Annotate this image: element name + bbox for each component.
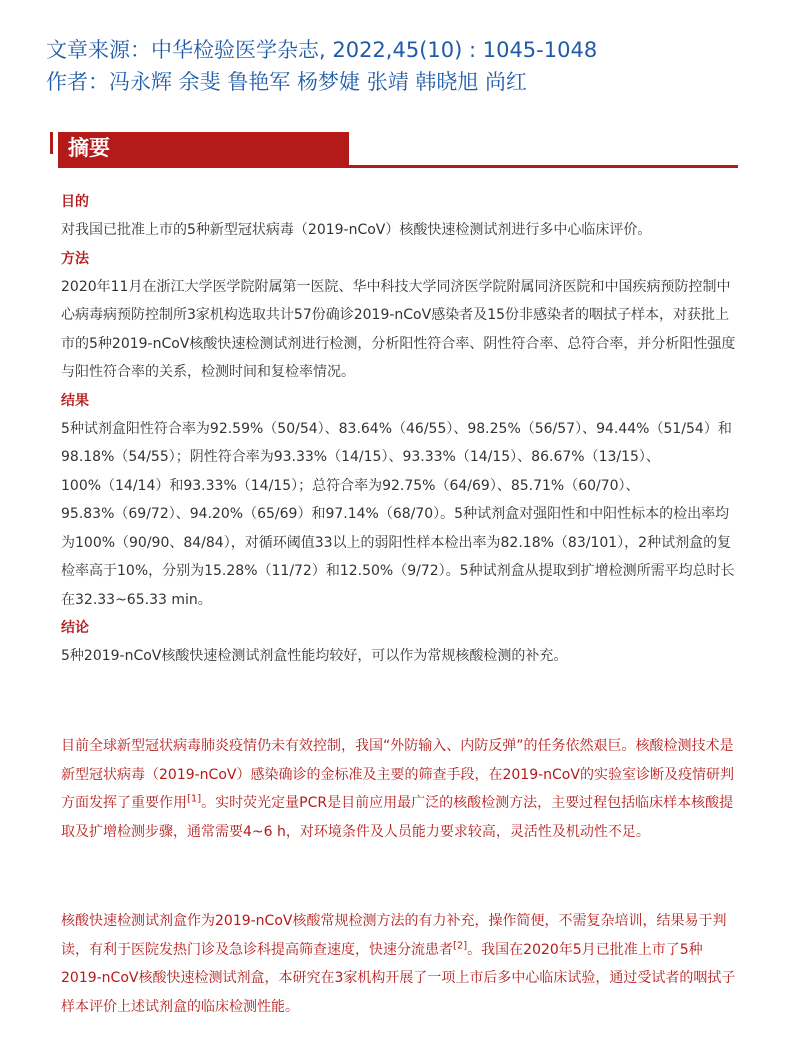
authors-label: 作者：: [46, 70, 109, 94]
citation-ref-1[interactable]: [1]: [187, 793, 202, 805]
authors-line: [46, 66, 766, 98]
intro-1-text-a: 目前全球新型冠状病毒肺炎疫情仍未有效控制，我国“外防输入、内防反弹”的任务依然艰巨。核酸检测技术是新型冠状病毒（2019-nCoV）感染确诊的金标准及主要的筛查手段，在2019-nCoV的实验室诊断及疫情研判方面发挥了重要作用: [61, 738, 734, 811]
abstract-body: [61, 188, 741, 671]
intro-paragraph-2: [61, 907, 741, 1021]
intro-paragraph-1: [61, 732, 741, 846]
section-divider: [58, 165, 738, 168]
intro-1-text-b: 。实时荧光定量PCR是目前应用最广泛的核酸检测方法，主要过程包括临床样本核酸提取及扩增检测步骤，通常需要4~6 h，对环境条件及人员能力要求较高，灵活性及机动性不足。: [61, 795, 734, 840]
section-title: 摘要: [68, 136, 110, 160]
abstract-section-bar: [50, 132, 738, 170]
section-bar-tick: [50, 132, 53, 154]
citation-ref-2[interactable]: [2]: [453, 939, 468, 951]
article-header: [46, 34, 766, 98]
source-label: 文章来源：: [46, 38, 151, 62]
conclusion-text: 5种2019-nCoV核酸快速检测试剂盒性能均较好，可以作为常规核酸检测的补充。: [61, 648, 568, 664]
authors-value: 冯永辉 余斐 鲁艳军 杨梦婕 张靖 韩晓旭 尚红: [109, 70, 528, 94]
objective-heading: 目的: [61, 194, 89, 210]
methods-text: 2020年11月在浙江大学医学院附属第一医院、华中科技大学同济医学院附属同济医院和中国疾病预防控制中心病毒病预防控制所3家机构选取共计57份确诊2019-nCoV感染者及15份非感染者的咽拭子样本，对获批上市的5种2019-nCoV核酸快速检测试剂进行检测，分析阳性符合率、阴性符合率、总符合率，并分析阳性强度与阳性符合率的关系，检测时间和复检率情况。: [61, 278, 736, 380]
methods-heading: 方法: [61, 250, 89, 267]
results-text: 5种试剂盒阳性符合率为92.59%（50/54）、83.64%（46/55）、98.25%（56/57）、94.44%（51/54）和98.18%（54/55）；阴性符合率为93.33%（14/15）、93.33%（14/15）、86.67%（13/15）、100%（14/14）和93.33%（14/15）；总符合率为92.75%（64/69）、85.71%（60/70）、95.83%（69/72）、94.20%（65/69）和97.14%（68/70）。5种试剂盒对强阳性和中阳性标本的检出率均为100%（90/90、84/84），对循环阈值33以上的弱阳性样本检出率为82.18%（83/101），2种试剂盒的复检率高于10%，分别为15.28%（11/72）和12.50%（9/72）。5种试剂盒从提取到扩增检测所需平均总时长在32.33~65.33 min。: [61, 420, 735, 608]
source-value: 中华检验医学杂志, 2022,45(10) : 1045-1048: [151, 38, 598, 62]
intro-2-text-b: 。我国在2020年5月已批准上市了5种2019-nCoV核酸快速检测试剂盒，本研究在3家机构开展了一项上市后多中心临床试验，通过受试者的咽拭子样本评价上述试剂盒的临床检测性能。: [61, 941, 736, 1015]
source-line: [46, 34, 766, 66]
results-heading: 结果: [61, 392, 89, 409]
objective-text: 对我国已批准上市的5种新型冠状病毒（2019-nCoV）核酸快速检测试剂进行多中心临床评价。: [61, 222, 652, 238]
intro-2-text-a: 核酸快速检测试剂盒作为2019-nCoV核酸常规检测方法的有力补充，操作简便，不需复杂培训，结果易于判读，有利于医院发热门诊及急诊科提高筛查速度，快速分流患者: [61, 913, 727, 958]
conclusion-heading: 结论: [61, 620, 89, 636]
